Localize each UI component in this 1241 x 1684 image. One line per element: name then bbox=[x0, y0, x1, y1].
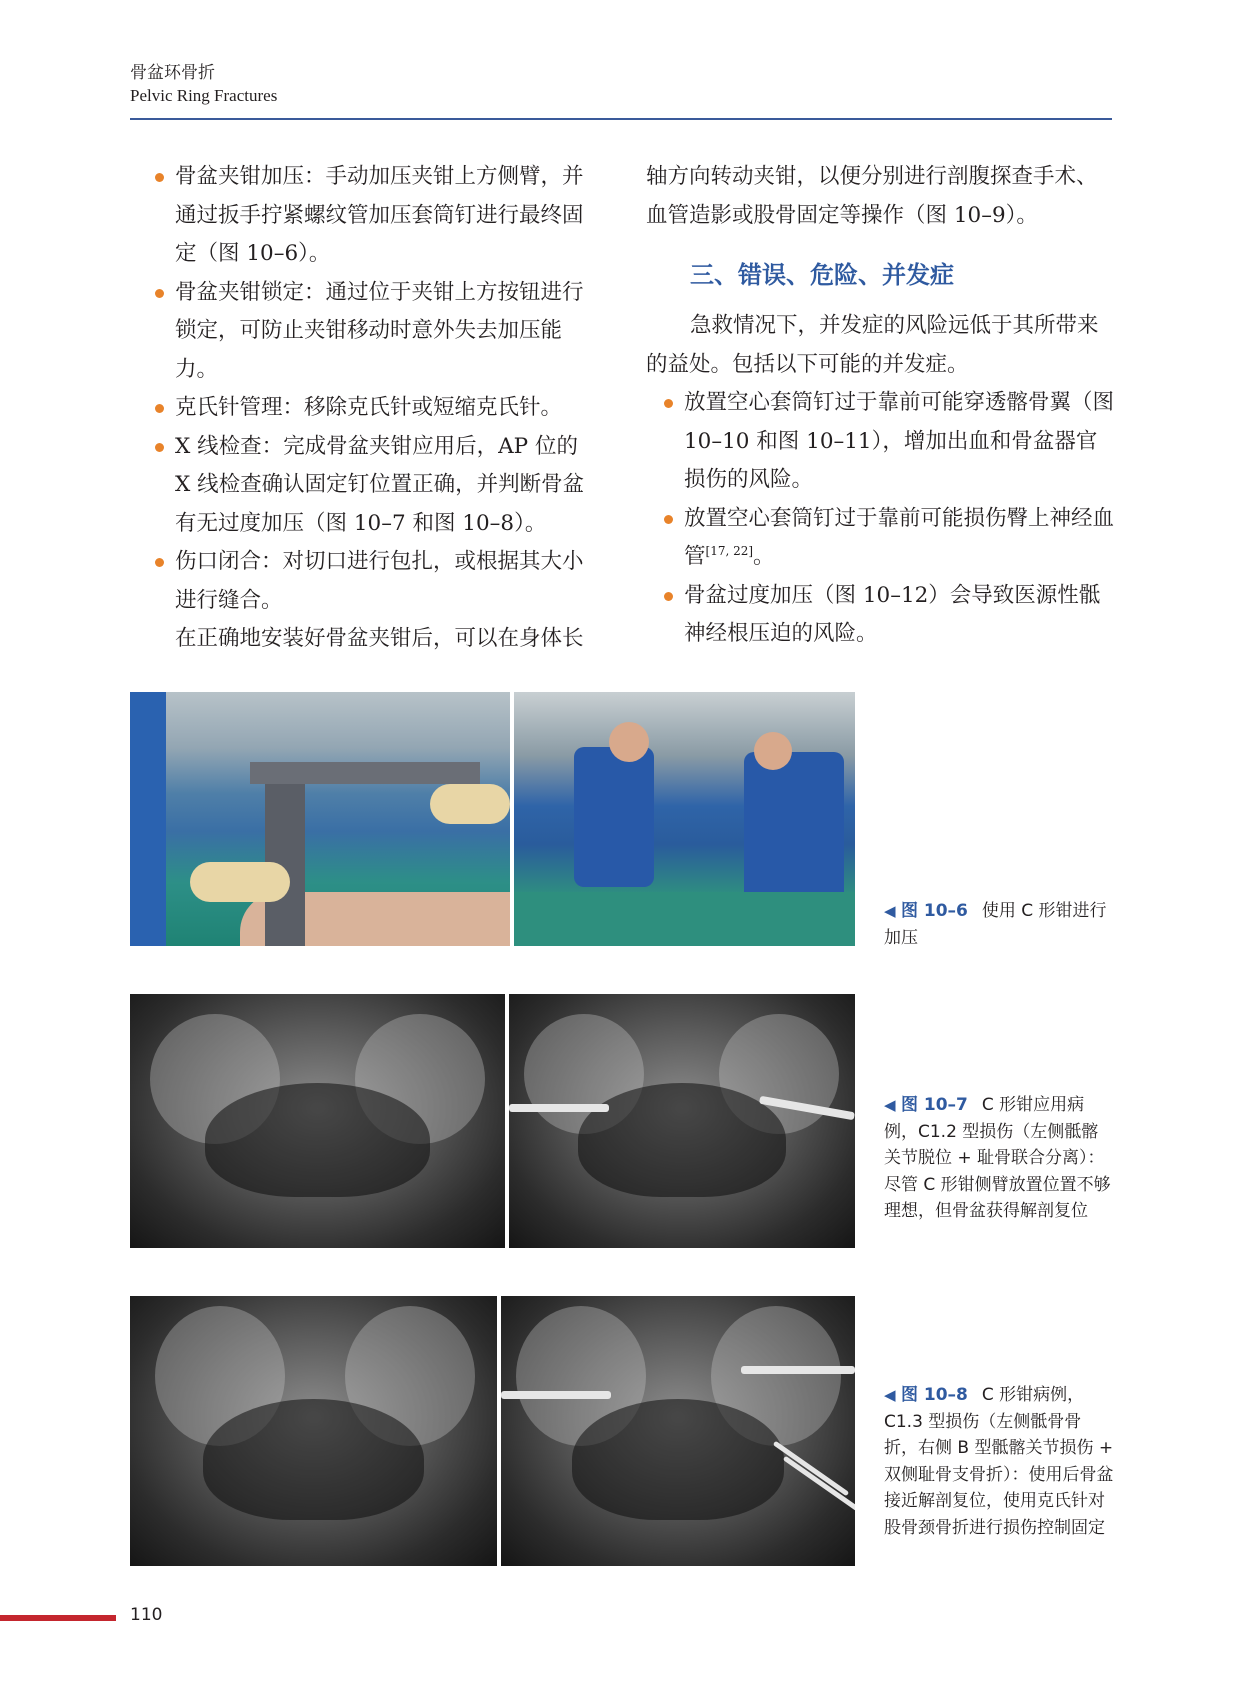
caption-text: 使用 C 形钳进行加压 bbox=[884, 901, 1107, 948]
caption-text: C 形钳病例，C1.3 型损伤（左侧骶骨骨折，右侧 B 型骶髂关节损伤 + 双侧耻骨支骨折）：使用后骨盆接近解剖复位，使用克氏针对股骨颈骨折进行损伤控制固定 bbox=[884, 1385, 1114, 1538]
right-text-column bbox=[646, 158, 1116, 654]
body-paragraph: 在正确地安装好骨盆夹钳后，可以在身体长 bbox=[175, 626, 584, 651]
citation-ref: [17, 22] bbox=[705, 543, 754, 558]
page-number: 110 bbox=[130, 1605, 163, 1625]
figure-10-6-photo-left bbox=[130, 692, 510, 946]
caption-text: C 形钳应用病例，C1.2 型损伤（左侧骶髂关节脱位 + 耻骨联合分离）：尽管 C 形钳侧臂放置位置不够理想，但骨盆获得解剖复位 bbox=[884, 1095, 1111, 1221]
figure-10-7-xray-right bbox=[509, 994, 855, 1248]
left-bullet-list bbox=[155, 158, 600, 620]
caption-marker-icon: ◀ bbox=[884, 1096, 896, 1114]
list-item: 骨盆夹钳加压：手动加压夹钳上方侧臂，并通过扳手拧紧螺纹管加压套筒钉进行最终固定（图 10–6）。 bbox=[155, 158, 600, 274]
figure-label: 图 10–8 bbox=[900, 1385, 968, 1405]
list-item: 骨盆过度加压（图 10–12）会导致医源性骶神经根压迫的风险。 bbox=[664, 577, 1116, 654]
left-text-column bbox=[155, 158, 600, 659]
caption-marker-icon: ◀ bbox=[884, 1386, 896, 1404]
running-header-title: 骨盆环骨折 bbox=[130, 63, 215, 83]
running-header-subtitle: Pelvic Ring Fractures bbox=[130, 86, 278, 105]
figure-label: 图 10–6 bbox=[900, 901, 968, 921]
footer-accent-bar bbox=[0, 1615, 116, 1621]
list-item: 伤口闭合：对切口进行包扎，或根据其大小进行缝合。 bbox=[155, 543, 600, 620]
figure-10-6-caption bbox=[884, 898, 1114, 951]
body-paragraph-continuation: 轴方向转动夹钳，以便分别进行剖腹探查手术、血管造影或股骨固定等操作（图 10–9）。 bbox=[646, 164, 1098, 228]
caption-marker-icon: ◀ bbox=[884, 902, 896, 920]
list-item: 骨盆夹钳锁定：通过位于夹钳上方按钮进行锁定，可防止夹钳移动时意外失去加压能力。 bbox=[155, 274, 600, 390]
figure-10-7-caption bbox=[884, 1092, 1114, 1225]
figure-10-8-caption bbox=[884, 1382, 1114, 1541]
figure-10-8-xray-right bbox=[501, 1296, 855, 1566]
list-item: 放置空心套筒钉过于靠前可能穿透髂骨翼（图 10–10 和图 10–11），增加出血和骨盆器官损伤的风险。 bbox=[664, 384, 1116, 500]
list-item: 克氏针管理：移除克氏针或短缩克氏针。 bbox=[155, 389, 600, 428]
right-bullet-list bbox=[646, 384, 1116, 654]
figure-10-6-photo-right bbox=[514, 692, 855, 946]
body-paragraph: 急救情况下，并发症的风险远低于其所带来的益处。包括以下可能的并发症。 bbox=[646, 313, 1099, 377]
list-item: 放置空心套筒钉过于靠前可能损伤臀上神经血管[17, 22]。 bbox=[664, 500, 1116, 577]
section-title: 三、错误、危险、并发症 bbox=[690, 261, 954, 289]
header-rule bbox=[130, 118, 1112, 120]
list-item: X 线检查：完成骨盆夹钳应用后，AP 位的 X 线检查确认固定钉位置正确，并判断骨盆有无过度加压（图 10–7 和图 10–8）。 bbox=[155, 428, 600, 544]
figure-10-7-xray-left bbox=[130, 994, 505, 1248]
figure-label: 图 10–7 bbox=[900, 1095, 968, 1115]
figure-10-8-xray-left bbox=[130, 1296, 497, 1566]
